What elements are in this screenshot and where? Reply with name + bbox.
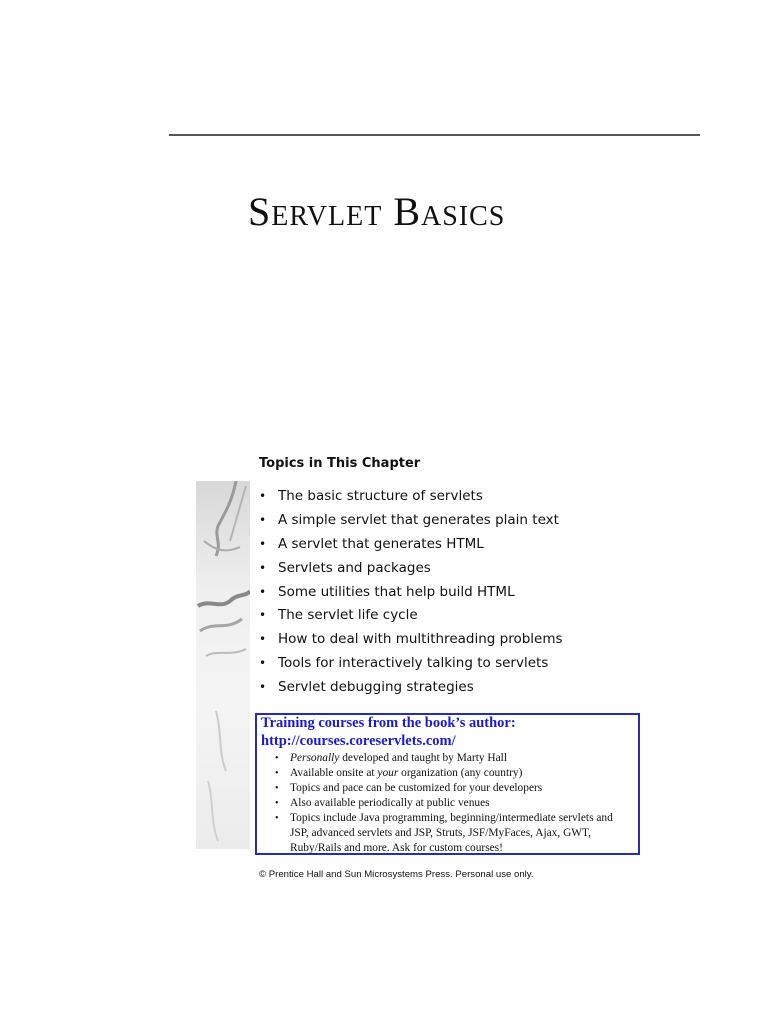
topic-item (259, 628, 563, 652)
bullet-icon: • (259, 536, 267, 551)
topic-item (259, 485, 563, 509)
training-item-emphasis: Personally (290, 752, 340, 764)
training-item-text: Available onsite at (290, 767, 378, 779)
bullet-icon: • (275, 798, 279, 809)
copyright-notice: © Prentice Hall and Sun Microsystems Press. Personal use only. (259, 869, 534, 880)
topic-item-text: Servlet debugging strategies (278, 679, 474, 696)
training-item (261, 751, 634, 766)
bullet-icon: • (259, 560, 267, 575)
bullet-icon: • (275, 753, 279, 764)
topics-list (259, 485, 563, 700)
bullet-icon: • (275, 768, 279, 779)
topic-item-text: Some utilities that help build HTML (278, 583, 515, 600)
training-item-text: organization (any country) (398, 767, 523, 779)
training-item-text: Topics and pace can be customized for your developers (290, 782, 543, 794)
topic-item-text: The servlet life cycle (278, 607, 418, 624)
topic-item-text: How to deal with multithreading problems (278, 631, 563, 648)
topic-item-text: A simple servlet that generates plain text (278, 511, 559, 528)
bullet-icon: • (259, 680, 267, 695)
chapter-title: Servlet Basics (248, 189, 506, 234)
bullet-icon: • (275, 783, 279, 794)
topic-item (259, 652, 563, 676)
topic-item (259, 509, 563, 533)
training-item-emphasis: your (377, 767, 399, 779)
marble-decoration-image (196, 481, 250, 849)
training-item (261, 796, 634, 811)
topic-item-text: A servlet that generates HTML (278, 535, 484, 552)
topic-item-text: The basic structure of servlets (278, 488, 483, 504)
topics-heading: Topics in This Chapter (259, 456, 421, 471)
bullet-icon: • (275, 813, 279, 824)
bullet-icon: • (259, 632, 267, 647)
training-courses-link[interactable]: http://courses.coreservlets.com/ (261, 732, 456, 749)
training-item-text: Also available periodically at public venues (290, 797, 490, 809)
bullet-icon: • (259, 512, 267, 527)
topic-item (259, 604, 563, 628)
training-courses-box (255, 713, 640, 855)
topic-item-text: Servlets and packages (278, 559, 431, 576)
marble-texture-graphic (196, 481, 250, 849)
bullet-icon: • (259, 584, 267, 599)
topic-item (259, 581, 563, 605)
training-box-title: Training courses from the book’s author: (261, 715, 516, 731)
topic-item (259, 557, 563, 581)
topic-item (259, 533, 563, 557)
training-item (261, 766, 634, 781)
bullet-icon: • (259, 656, 267, 671)
training-item (261, 781, 634, 796)
topic-item-text: Tools for interactively talking to servlets (278, 655, 549, 672)
training-list (261, 751, 634, 856)
bullet-icon: • (259, 608, 267, 623)
topic-item (259, 676, 563, 700)
training-item-text: Topics include Java programming, beginning/intermediate servlets and JSP, advanced servlets and JSP, Struts, JSF/MyFaces, Ajax, GWT, Ruby/Rails and more. Ask for custom courses! (290, 812, 613, 854)
bullet-icon: • (259, 489, 267, 503)
training-item-text: developed and taught by Marty Hall (339, 752, 508, 764)
top-horizontal-rule (169, 134, 700, 136)
training-item (261, 811, 634, 856)
